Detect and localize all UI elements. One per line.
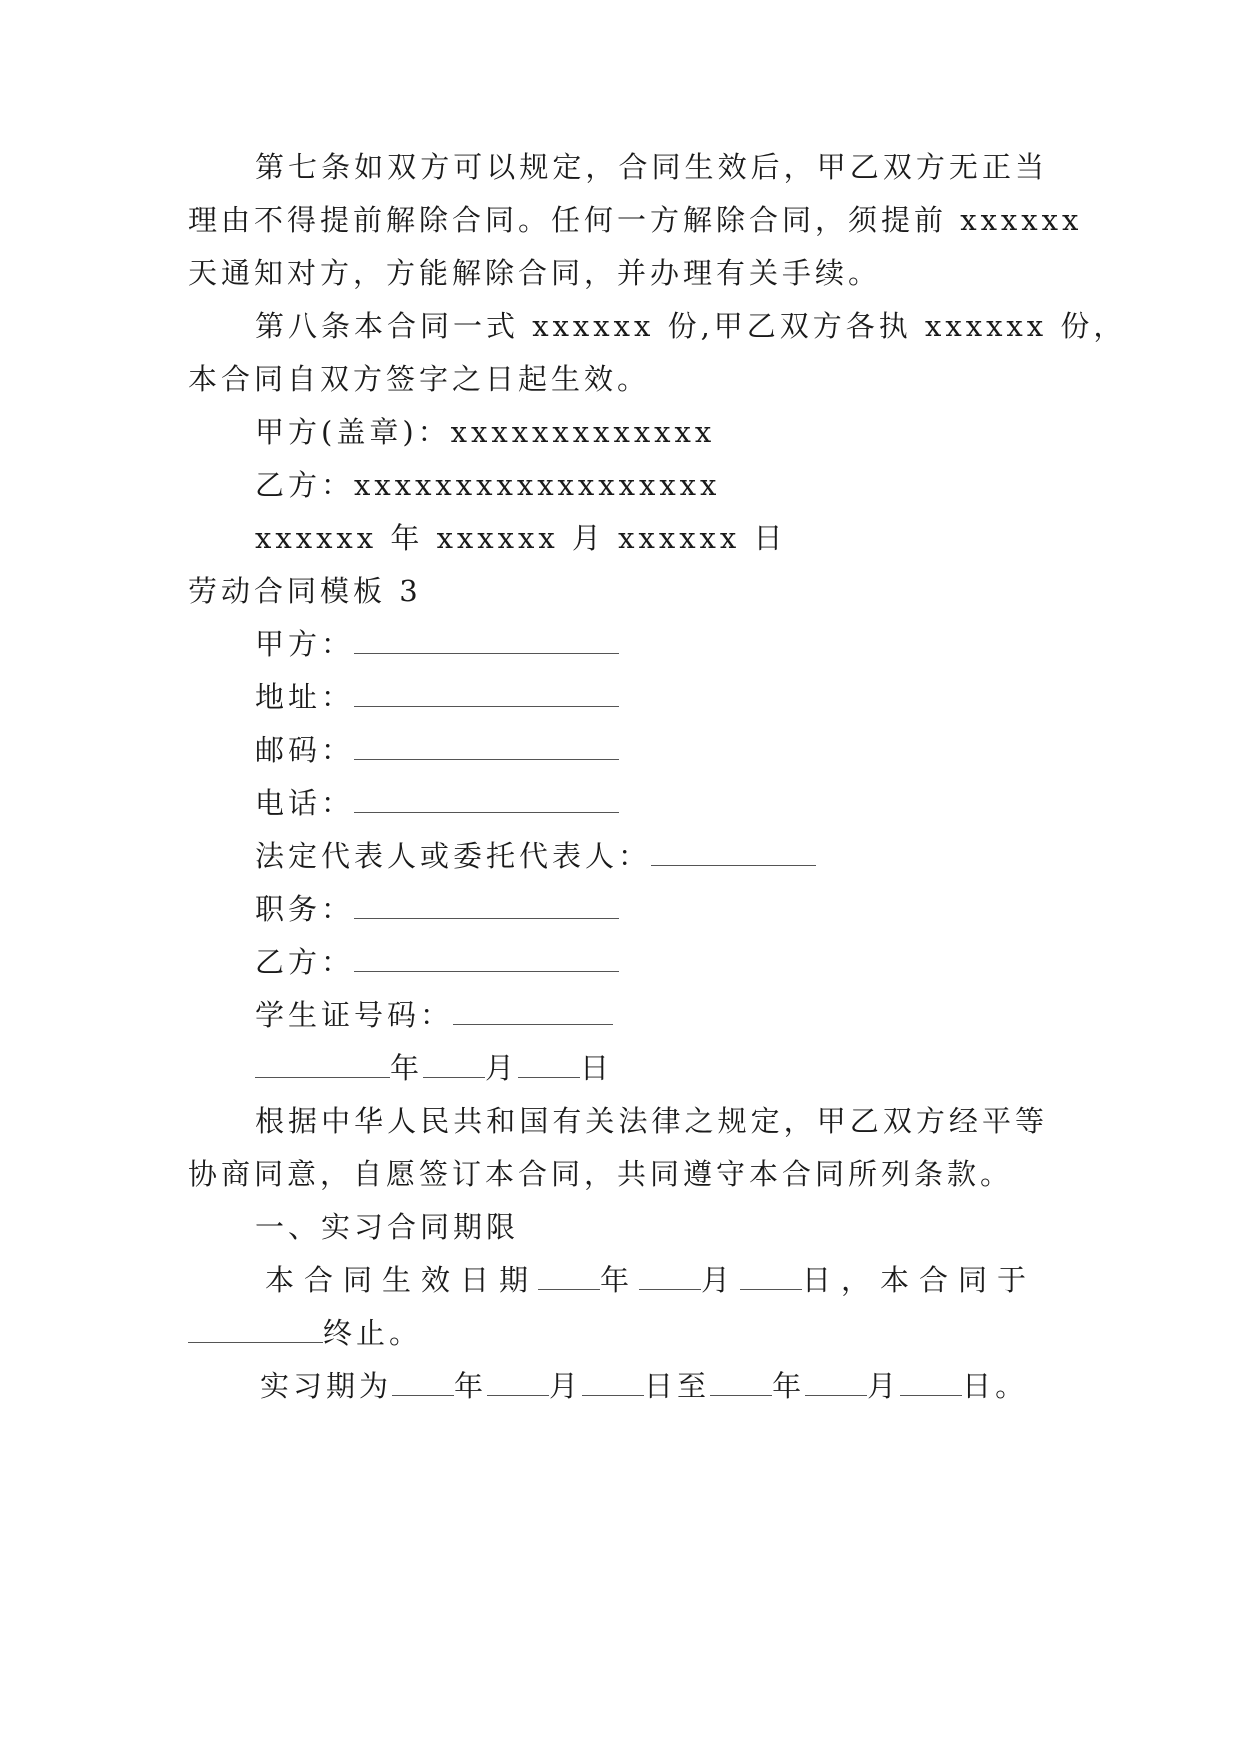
address-label: 地址：: [255, 680, 355, 714]
period-prefix: 实习期为: [260, 1369, 393, 1403]
day-blank: [518, 1051, 580, 1078]
party-b-label: 乙方：: [255, 945, 355, 979]
effective-month-blank: [639, 1263, 701, 1290]
phone-field: [255, 783, 619, 823]
representative-field: [255, 836, 816, 876]
period-end-year-blank: [710, 1369, 772, 1396]
termination-blank: [188, 1316, 323, 1343]
student-id-blank: [453, 998, 613, 1025]
party-a-blank: [354, 627, 619, 654]
preamble-line1: 根据中华人民共和国有关法律之规定，甲乙双方经平等: [255, 1104, 1048, 1138]
termination-line: [188, 1313, 422, 1353]
period-start-month-blank: [487, 1369, 549, 1396]
year-blank: [255, 1051, 390, 1078]
party-a-field: [255, 624, 619, 664]
representative-blank: [651, 839, 816, 866]
postcode-field: [255, 730, 619, 770]
phone-blank: [354, 786, 619, 813]
section1-heading: 一、实习合同期限: [255, 1210, 520, 1244]
period-start-year-label: 年: [454, 1369, 488, 1403]
period-start-month-label: 月: [549, 1369, 583, 1403]
blank-date-line: [255, 1048, 613, 1088]
termination-suffix: 终止。: [323, 1316, 423, 1350]
effective-day-label: 日，本合同于: [802, 1263, 1037, 1297]
effective-year-blank: [538, 1263, 600, 1290]
position-field: [255, 889, 619, 929]
effective-year-label: 年: [600, 1263, 640, 1297]
effective-prefix: 本合同生效日期: [265, 1263, 539, 1297]
period-end-month-label: 月: [867, 1369, 901, 1403]
period-end-month-blank: [805, 1369, 867, 1396]
phone-label: 电话：: [255, 786, 355, 820]
month-blank: [423, 1051, 485, 1078]
address-field: [255, 677, 619, 717]
period-end-year-label: 年: [772, 1369, 806, 1403]
day-label: 日: [580, 1051, 614, 1085]
period-end-day-blank: [900, 1369, 962, 1396]
representative-label: 法定代表人或委托代表人：: [255, 839, 652, 873]
preamble-line2: 协商同意，自愿签订本合同，共同遵守本合同所列条款。: [188, 1157, 1014, 1191]
party-b-signature: 乙方：xxxxxxxxxxxxxxxxxx: [255, 468, 721, 502]
clause7-line1: 第七条如双方可以规定，合同生效后，甲乙双方无正当: [255, 150, 1048, 184]
clause8-line2: 本合同自双方签字之日起生效。: [188, 362, 651, 396]
student-id-field: [255, 995, 613, 1035]
clause8-line1: 第八条本合同一式 xxxxxx 份,甲乙双方各执 xxxxxx 份，: [255, 309, 1127, 343]
period-day-to-label: 日至: [644, 1369, 711, 1403]
party-b-field: [255, 942, 619, 982]
student-id-label: 学生证号码：: [255, 998, 454, 1032]
period-day-end-label: 日。: [962, 1369, 1029, 1403]
template-title: 劳动合同模板 3: [188, 574, 422, 608]
period-start-day-blank: [582, 1369, 644, 1396]
party-a-signature: 甲方(盖章)：xxxxxxxxxxxxx: [255, 415, 716, 449]
effective-month-label: 月: [701, 1263, 741, 1297]
postcode-blank: [354, 733, 619, 760]
address-blank: [354, 680, 619, 707]
month-label: 月: [485, 1051, 519, 1085]
signature-date: xxxxxx 年 xxxxxx 月 xxxxxx 日: [255, 521, 787, 555]
party-a-label: 甲方：: [255, 627, 355, 661]
effective-date-line: [265, 1260, 1036, 1300]
clause7-line2: 理由不得提前解除合同。任何一方解除合同，须提前 xxxxxx: [188, 203, 1083, 237]
internship-period-line: [260, 1366, 1028, 1406]
position-label: 职务：: [255, 892, 355, 926]
party-b-blank: [354, 945, 619, 972]
clause7-line3: 天通知对方，方能解除合同，并办理有关手续。: [188, 256, 882, 290]
year-label: 年: [390, 1051, 424, 1085]
position-blank: [354, 892, 619, 919]
postcode-label: 邮码：: [255, 733, 355, 767]
period-start-year-blank: [392, 1369, 454, 1396]
effective-day-blank: [740, 1263, 802, 1290]
